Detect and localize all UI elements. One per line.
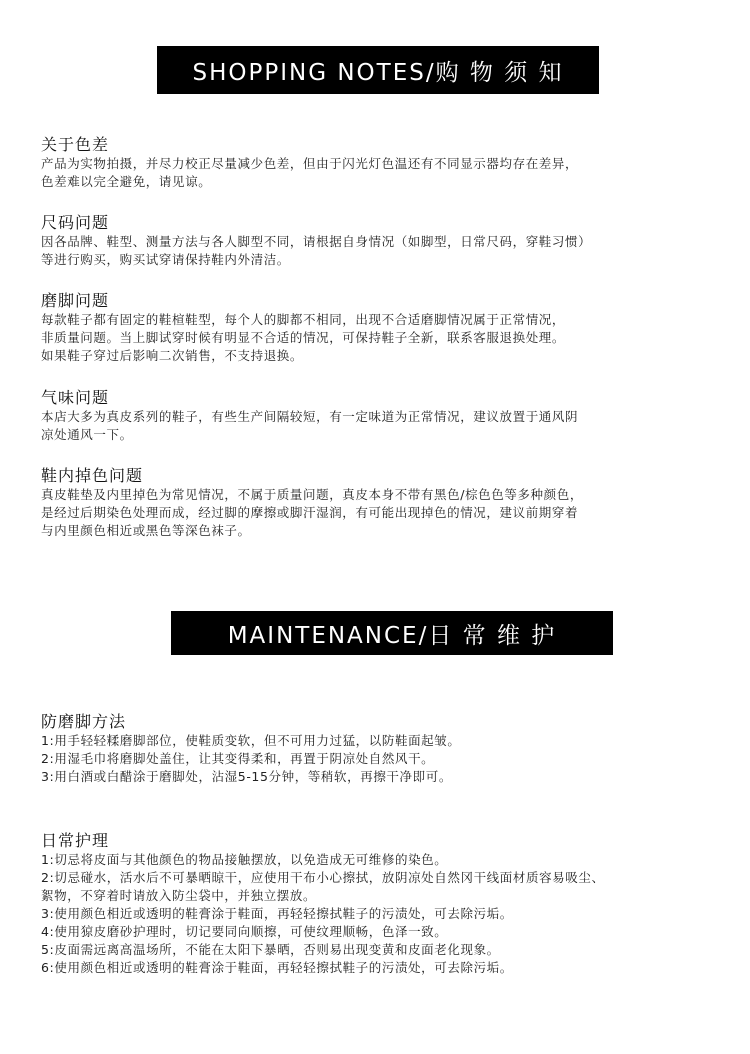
maintenance-daily-care xyxy=(41,831,731,977)
maintenance-line: 3:用白酒或白醋涂于磨脚处，沾湿5-15分钟，等稍软，再擦干净即可。 xyxy=(41,769,452,784)
maintenance-line: 絮物，不穿着时请放入防尘袋中，并独立摆放。 xyxy=(41,888,317,903)
note-size xyxy=(41,213,731,269)
note-title: 尺码问题 xyxy=(41,213,110,232)
maintenance-section-title: 日常护理 xyxy=(41,831,110,850)
note-line: 凉处通风一下。 xyxy=(41,427,133,442)
note-line: 每款鞋子都有固定的鞋楦鞋型，每个人的脚都不相同，出现不合适磨脚情况属于正常情况， xyxy=(41,312,566,327)
note-title: 关于色差 xyxy=(41,135,110,154)
note-line: 非质量问题。当上脚试穿时候有明显不合适的情况，可保持鞋子全新，联系客服退换处理。 xyxy=(41,330,566,345)
maintenance-line: 1:切忌将皮面与其他颜色的物品接触摆放，以免造成无可维修的染色。 xyxy=(41,852,448,867)
maintenance-line: 6:使用颜色相近或透明的鞋膏涂于鞋面，再轻轻擦拭鞋子的污渍处，可去除污垢。 xyxy=(41,960,513,975)
note-foot-rubbing xyxy=(41,291,731,365)
note-line: 如果鞋子穿过后影响二次销售，不支持退换。 xyxy=(41,348,304,363)
note-title: 气味问题 xyxy=(41,388,110,407)
note-color-fading xyxy=(41,466,731,540)
note-line: 产品为实物拍摄，并尽力校正尽量减少色差，但由于闪光灯色温还有不同显示器均存在差异， xyxy=(41,156,579,171)
note-odor xyxy=(41,388,731,444)
note-title: 鞋内掉色问题 xyxy=(41,466,144,485)
shopping-notes-banner xyxy=(157,46,599,94)
maintenance-section-title: 防磨脚方法 xyxy=(41,712,127,731)
maintenance-line: 5:皮面需远离高温场所，不能在太阳下暴晒，否则易出现变黄和皮面老化现象。 xyxy=(41,942,500,957)
maintenance-anti-rubbing xyxy=(41,712,731,786)
maintenance-line: 2:切忌碰水，活水后不可暴晒晾干，应使用干布小心擦拭，放阴凉处自然冈干线面材质容易吸尘、 xyxy=(41,870,605,885)
note-line: 是经过后期染色处理而成，经过脚的摩擦或脚汗湿润，有可能出现掉色的情况，建议前期穿着 xyxy=(41,505,579,520)
note-line: 与内里颜色相近或黑色等深色袜子。 xyxy=(41,523,251,538)
note-color-difference xyxy=(41,135,731,191)
maintenance-line: 4:使用猄皮磨砂护理时，切记要同向顺擦，可使纹理顺畅，色泽一致。 xyxy=(41,924,448,939)
maintenance-line: 1:用手轻轻糅磨脚部位，使鞋质变软，但不可用力过猛，以防鞋面起皱。 xyxy=(41,733,461,748)
note-line: 因各品牌、鞋型、测量方法与各人脚型不同，请根据自身情况（如脚型，日常尺码，穿鞋习惯） xyxy=(41,234,592,249)
note-line: 等进行购买，购买试穿请保持鞋内外清洁。 xyxy=(41,252,290,267)
maintenance-banner xyxy=(171,611,613,655)
maintenance-title: MAINTENANCE/日 常 维 护 xyxy=(227,622,557,649)
maintenance-line: 2:用湿毛巾将磨脚处盖住，让其变得柔和，再置于阴凉处自然风干。 xyxy=(41,751,435,766)
maintenance-line: 3:使用颜色相近或透明的鞋膏涂于鞋面，再轻轻擦拭鞋子的污渍处，可去除污垢。 xyxy=(41,906,513,921)
note-line: 色差难以完全避免，请见谅。 xyxy=(41,174,212,189)
note-line: 本店大多为真皮系列的鞋子，有些生产间隔较短，有一定味道为正常情况，建议放置于通风阴 xyxy=(41,409,579,424)
note-line: 真皮鞋垫及内里掉色为常见情况，不属于质量问题，真皮本身不带有黑色/棕色色等多种颜色， xyxy=(41,487,583,502)
note-title: 磨脚问题 xyxy=(41,291,110,310)
shopping-notes-title: SHOPPING NOTES/购 物 须 知 xyxy=(192,59,564,86)
